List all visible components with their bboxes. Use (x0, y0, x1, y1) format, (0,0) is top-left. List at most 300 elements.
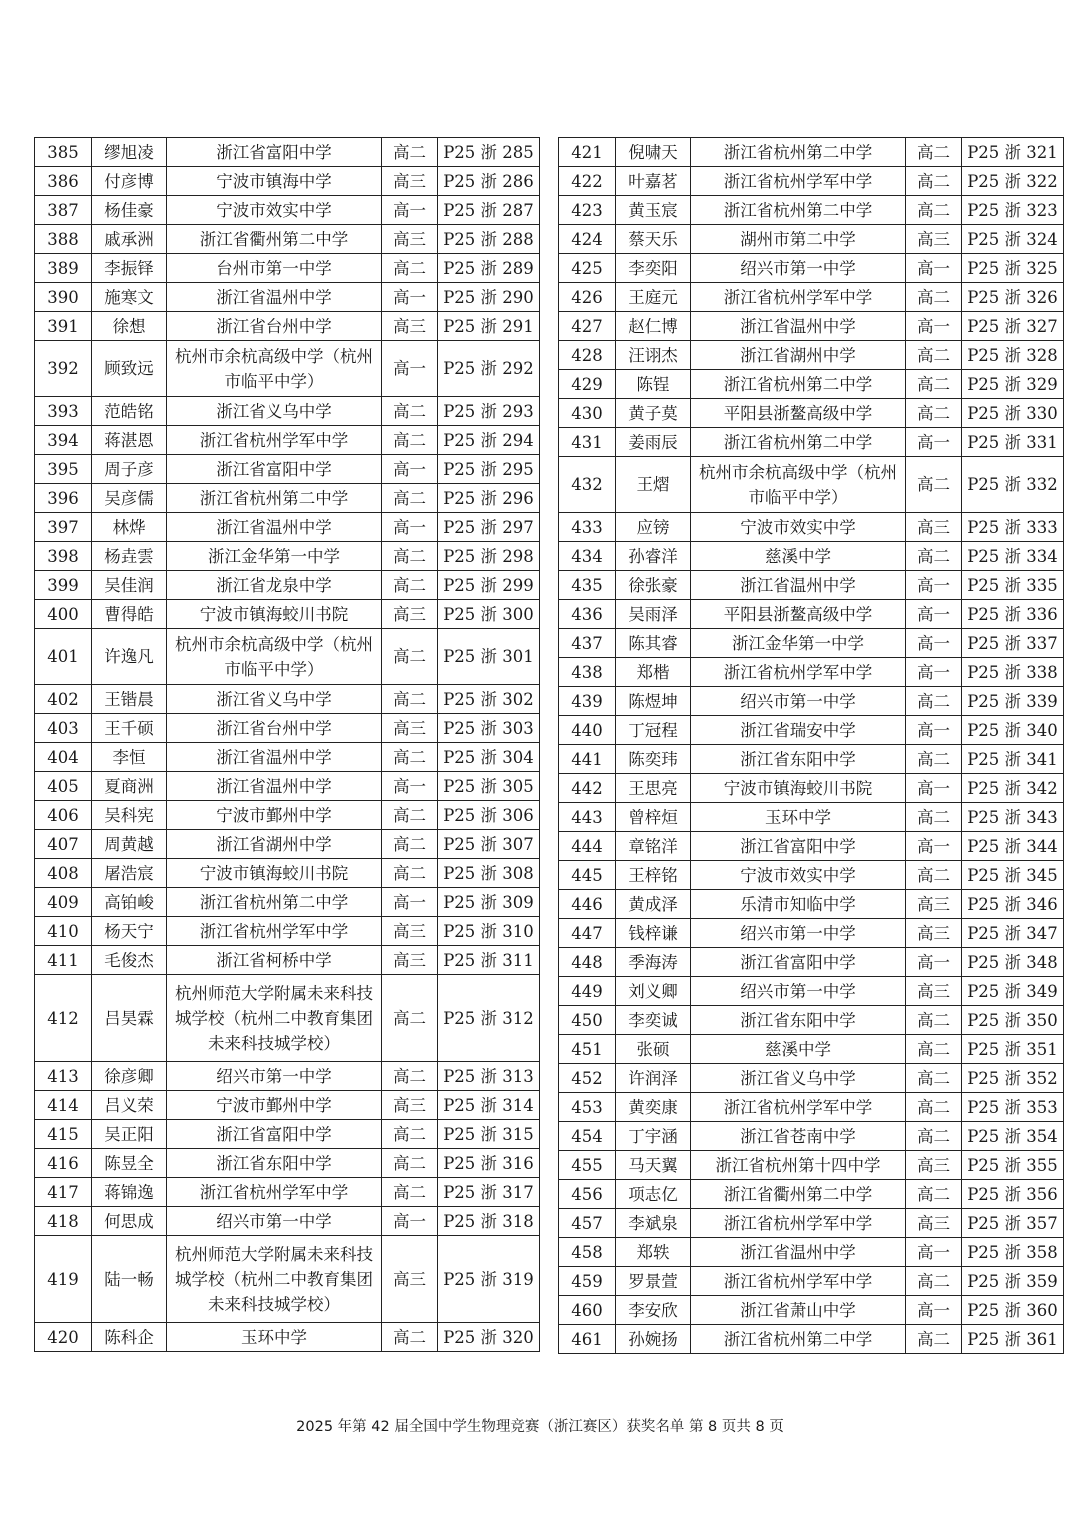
cell-name: 陈锃 (616, 370, 691, 399)
cell-code: P25 浙 359 (962, 1267, 1064, 1296)
cell-code: P25 浙 319 (438, 1236, 540, 1323)
cell-grade: 高三 (382, 946, 438, 975)
cell-code: P25 浙 301 (438, 629, 540, 685)
table-row (559, 687, 1064, 716)
cell-school: 杭州师范大学附属未来科技城学校（杭州二中教育集团未来科技城学校） (167, 1236, 382, 1323)
cell-no: 431 (559, 428, 616, 457)
cell-grade: 高一 (382, 888, 438, 917)
table-row (35, 888, 540, 917)
table-row (559, 1296, 1064, 1325)
cell-name: 王庭元 (616, 283, 691, 312)
cell-school: 慈溪中学 (691, 542, 906, 571)
awards-table-left (34, 137, 540, 1352)
cell-code: P25 浙 297 (438, 513, 540, 542)
cell-school: 浙江省富阳中学 (167, 1120, 382, 1149)
cell-name: 周子彦 (92, 455, 167, 484)
cell-name: 丁宇涵 (616, 1122, 691, 1151)
cell-grade: 高二 (906, 370, 962, 399)
cell-code: P25 浙 294 (438, 426, 540, 455)
cell-code: P25 浙 309 (438, 888, 540, 917)
table-row (559, 513, 1064, 542)
cell-code: P25 浙 288 (438, 225, 540, 254)
cell-school: 宁波市鄞州中学 (167, 801, 382, 830)
cell-name: 王千硕 (92, 714, 167, 743)
cell-no: 439 (559, 687, 616, 716)
table-row (559, 254, 1064, 283)
table-row (559, 629, 1064, 658)
cell-school: 浙江省温州中学 (691, 1238, 906, 1267)
cell-no: 424 (559, 225, 616, 254)
cell-grade: 高一 (906, 629, 962, 658)
cell-name: 姜雨辰 (616, 428, 691, 457)
cell-grade: 高二 (906, 542, 962, 571)
cell-name: 陈煜坤 (616, 687, 691, 716)
table-row (35, 167, 540, 196)
cell-grade: 高一 (382, 283, 438, 312)
cell-grade: 高一 (906, 571, 962, 600)
cell-code: P25 浙 354 (962, 1122, 1064, 1151)
cell-grade: 高二 (382, 426, 438, 455)
cell-no: 454 (559, 1122, 616, 1151)
table-row (559, 1267, 1064, 1296)
cell-school: 宁波市镇海中学 (167, 167, 382, 196)
cell-no: 453 (559, 1093, 616, 1122)
cell-name: 屠浩宸 (92, 859, 167, 888)
cell-grade: 高一 (906, 1296, 962, 1325)
table-row (559, 1209, 1064, 1238)
cell-name: 蒋湛恩 (92, 426, 167, 455)
table-row (559, 1325, 1064, 1354)
cell-code: P25 浙 317 (438, 1178, 540, 1207)
cell-name: 李奕诚 (616, 1006, 691, 1035)
cell-grade: 高三 (382, 312, 438, 341)
cell-code: P25 浙 353 (962, 1093, 1064, 1122)
cell-school: 绍兴市第一中学 (691, 687, 906, 716)
cell-grade: 高二 (382, 542, 438, 571)
table-row (559, 225, 1064, 254)
cell-code: P25 浙 308 (438, 859, 540, 888)
table-row (559, 803, 1064, 832)
cell-school: 宁波市效实中学 (691, 513, 906, 542)
cell-school: 浙江省富阳中学 (167, 138, 382, 167)
cell-name: 叶嘉茗 (616, 167, 691, 196)
cell-no: 429 (559, 370, 616, 399)
cell-grade: 高二 (382, 629, 438, 685)
table-row (35, 196, 540, 225)
cell-no: 438 (559, 658, 616, 687)
cell-school: 浙江省温州中学 (167, 772, 382, 801)
cell-name: 杨佳豪 (92, 196, 167, 225)
cell-grade: 高二 (906, 1180, 962, 1209)
cell-grade: 高二 (382, 1323, 438, 1352)
table-row (559, 1151, 1064, 1180)
cell-school: 宁波市镇海蛟川书院 (167, 600, 382, 629)
cell-no: 385 (35, 138, 92, 167)
cell-grade: 高一 (382, 513, 438, 542)
cell-no: 445 (559, 861, 616, 890)
cell-no: 422 (559, 167, 616, 196)
cell-grade: 高二 (906, 745, 962, 774)
cell-no: 401 (35, 629, 92, 685)
cell-school: 浙江省东阳中学 (691, 745, 906, 774)
cell-school: 杭州市余杭高级中学（杭州市临平中学） (167, 341, 382, 397)
cell-code: P25 浙 296 (438, 484, 540, 513)
cell-code: P25 浙 289 (438, 254, 540, 283)
cell-name: 黄成泽 (616, 890, 691, 919)
table-row (559, 1006, 1064, 1035)
cell-grade: 高三 (906, 1151, 962, 1180)
cell-no: 419 (35, 1236, 92, 1323)
cell-school: 浙江省杭州学军中学 (167, 426, 382, 455)
cell-name: 范皓铭 (92, 397, 167, 426)
cell-code: P25 浙 340 (962, 716, 1064, 745)
cell-grade: 高三 (906, 890, 962, 919)
cell-code: P25 浙 292 (438, 341, 540, 397)
cell-name: 李斌泉 (616, 1209, 691, 1238)
cell-no: 403 (35, 714, 92, 743)
cell-code: P25 浙 325 (962, 254, 1064, 283)
table-row (559, 1238, 1064, 1267)
cell-grade: 高二 (382, 571, 438, 600)
cell-grade: 高三 (382, 917, 438, 946)
cell-grade: 高三 (382, 167, 438, 196)
table-row (35, 859, 540, 888)
cell-no: 417 (35, 1178, 92, 1207)
cell-code: P25 浙 293 (438, 397, 540, 426)
cell-grade: 高二 (906, 1325, 962, 1354)
cell-code: P25 浙 357 (962, 1209, 1064, 1238)
table-row (559, 167, 1064, 196)
cell-code: P25 浙 311 (438, 946, 540, 975)
cell-school: 浙江省温州中学 (167, 283, 382, 312)
cell-code: P25 浙 360 (962, 1296, 1064, 1325)
cell-no: 387 (35, 196, 92, 225)
cell-school: 浙江省杭州第二中学 (691, 196, 906, 225)
cell-no: 452 (559, 1064, 616, 1093)
cell-name: 赵仁博 (616, 312, 691, 341)
cell-no: 432 (559, 457, 616, 513)
cell-no: 460 (559, 1296, 616, 1325)
cell-name: 丁冠程 (616, 716, 691, 745)
cell-grade: 高三 (906, 919, 962, 948)
cell-grade: 高二 (382, 859, 438, 888)
cell-name: 陆一畅 (92, 1236, 167, 1323)
cell-code: P25 浙 318 (438, 1207, 540, 1236)
table-row (559, 948, 1064, 977)
cell-no: 426 (559, 283, 616, 312)
cell-school: 台州市第一中学 (167, 254, 382, 283)
cell-school: 浙江省瑞安中学 (691, 716, 906, 745)
cell-school: 浙江省苍南中学 (691, 1122, 906, 1151)
cell-school: 浙江省衢州第二中学 (691, 1180, 906, 1209)
cell-grade: 高二 (382, 801, 438, 830)
cell-code: P25 浙 336 (962, 600, 1064, 629)
table-row (35, 830, 540, 859)
cell-no: 386 (35, 167, 92, 196)
cell-no: 447 (559, 919, 616, 948)
cell-no: 395 (35, 455, 92, 484)
table-row (559, 1035, 1064, 1064)
cell-grade: 高二 (382, 830, 438, 859)
cell-code: P25 浙 321 (962, 138, 1064, 167)
cell-no: 441 (559, 745, 616, 774)
cell-school: 宁波市镇海蛟川书院 (691, 774, 906, 803)
cell-no: 456 (559, 1180, 616, 1209)
cell-grade: 高三 (382, 225, 438, 254)
cell-school: 浙江省杭州学军中学 (691, 1209, 906, 1238)
cell-no: 427 (559, 312, 616, 341)
cell-name: 王熠 (616, 457, 691, 513)
cell-grade: 高一 (382, 772, 438, 801)
cell-school: 浙江省富阳中学 (691, 948, 906, 977)
table-row (559, 977, 1064, 1006)
cell-school: 玉环中学 (167, 1323, 382, 1352)
cell-code: P25 浙 338 (962, 658, 1064, 687)
cell-name: 黄子莫 (616, 399, 691, 428)
cell-name: 郑轶 (616, 1238, 691, 1267)
cell-name: 陈科企 (92, 1323, 167, 1352)
cell-grade: 高一 (906, 716, 962, 745)
cell-name: 吴佳润 (92, 571, 167, 600)
table-row (35, 283, 540, 312)
cell-name: 戚承洲 (92, 225, 167, 254)
cell-no: 430 (559, 399, 616, 428)
cell-grade: 高二 (906, 196, 962, 225)
cell-code: P25 浙 315 (438, 1120, 540, 1149)
cell-school: 浙江省温州中学 (691, 312, 906, 341)
cell-no: 434 (559, 542, 616, 571)
cell-no: 414 (35, 1091, 92, 1120)
cell-no: 410 (35, 917, 92, 946)
table-row (35, 1207, 540, 1236)
cell-name: 许润泽 (616, 1064, 691, 1093)
cell-no: 392 (35, 341, 92, 397)
cell-no: 444 (559, 832, 616, 861)
page-footer: 2025 年第 42 届全国中学生物理竞赛（浙江赛区）获奖名单 第 8 页共 8 页 (296, 1419, 784, 1435)
table-row (559, 919, 1064, 948)
cell-no: 461 (559, 1325, 616, 1354)
table-row (35, 975, 540, 1062)
cell-school: 绍兴市第一中学 (167, 1207, 382, 1236)
cell-grade: 高二 (906, 457, 962, 513)
cell-code: P25 浙 298 (438, 542, 540, 571)
cell-name: 钱梓谦 (616, 919, 691, 948)
cell-name: 高铂峻 (92, 888, 167, 917)
cell-name: 陈其睿 (616, 629, 691, 658)
cell-school: 浙江省义乌中学 (167, 685, 382, 714)
cell-no: 446 (559, 890, 616, 919)
cell-name: 陈昱全 (92, 1149, 167, 1178)
cell-school: 宁波市效实中学 (167, 196, 382, 225)
cell-no: 458 (559, 1238, 616, 1267)
cell-grade: 高一 (906, 312, 962, 341)
cell-no: 443 (559, 803, 616, 832)
cell-no: 399 (35, 571, 92, 600)
table-row (35, 542, 540, 571)
cell-name: 吕义荣 (92, 1091, 167, 1120)
table-row (35, 1178, 540, 1207)
cell-code: P25 浙 323 (962, 196, 1064, 225)
cell-name: 汪诩杰 (616, 341, 691, 370)
cell-grade: 高二 (382, 254, 438, 283)
cell-name: 罗景萱 (616, 1267, 691, 1296)
cell-no: 451 (559, 1035, 616, 1064)
cell-no: 420 (35, 1323, 92, 1352)
cell-school: 浙江省杭州第二中学 (691, 370, 906, 399)
table-row (35, 1120, 540, 1149)
cell-code: P25 浙 335 (962, 571, 1064, 600)
table-row (35, 138, 540, 167)
cell-code: P25 浙 333 (962, 513, 1064, 542)
cell-no: 436 (559, 600, 616, 629)
cell-school: 浙江省温州中学 (691, 571, 906, 600)
cell-no: 418 (35, 1207, 92, 1236)
cell-no: 448 (559, 948, 616, 977)
cell-name: 杨天宁 (92, 917, 167, 946)
cell-no: 391 (35, 312, 92, 341)
table-row (559, 1122, 1064, 1151)
cell-school: 浙江省杭州学军中学 (691, 1267, 906, 1296)
cell-no: 406 (35, 801, 92, 830)
cell-school: 宁波市镇海蛟川书院 (167, 859, 382, 888)
cell-code: P25 浙 295 (438, 455, 540, 484)
cell-name: 徐彦卿 (92, 1062, 167, 1091)
cell-school: 乐清市知临中学 (691, 890, 906, 919)
cell-name: 徐张豪 (616, 571, 691, 600)
table-row (35, 917, 540, 946)
cell-code: P25 浙 356 (962, 1180, 1064, 1209)
cell-school: 浙江省义乌中学 (167, 397, 382, 426)
table-row (35, 801, 540, 830)
cell-grade: 高二 (906, 1267, 962, 1296)
cell-school: 浙江省柯桥中学 (167, 946, 382, 975)
cell-grade: 高三 (382, 600, 438, 629)
cell-grade: 高一 (382, 455, 438, 484)
cell-code: P25 浙 287 (438, 196, 540, 225)
cell-no: 409 (35, 888, 92, 917)
cell-code: P25 浙 302 (438, 685, 540, 714)
cell-school: 浙江省杭州第二中学 (167, 888, 382, 917)
cell-school: 浙江省富阳中学 (691, 832, 906, 861)
cell-code: P25 浙 332 (962, 457, 1064, 513)
cell-name: 张硕 (616, 1035, 691, 1064)
cell-code: P25 浙 326 (962, 283, 1064, 312)
table-row (559, 138, 1064, 167)
awards-table-right (558, 137, 1064, 1354)
cell-grade: 高二 (906, 1035, 962, 1064)
table-row (559, 832, 1064, 861)
cell-no: 407 (35, 830, 92, 859)
cell-school: 浙江省杭州第二中学 (167, 484, 382, 513)
cell-grade: 高二 (382, 138, 438, 167)
cell-school: 玉环中学 (691, 803, 906, 832)
cell-school: 平阳县浙鳌高级中学 (691, 399, 906, 428)
table-row (559, 542, 1064, 571)
cell-grade: 高二 (382, 975, 438, 1062)
cell-school: 浙江省杭州第二中学 (691, 428, 906, 457)
cell-school: 浙江省温州中学 (167, 513, 382, 542)
cell-school: 浙江省杭州学军中学 (691, 1093, 906, 1122)
cell-school: 绍兴市第一中学 (167, 1062, 382, 1091)
cell-code: P25 浙 328 (962, 341, 1064, 370)
cell-code: P25 浙 345 (962, 861, 1064, 890)
cell-school: 浙江省杭州学军中学 (691, 167, 906, 196)
cell-code: P25 浙 307 (438, 830, 540, 859)
cell-name: 孙睿洋 (616, 542, 691, 571)
table-row (559, 600, 1064, 629)
cell-name: 郑楷 (616, 658, 691, 687)
cell-name: 吴正阳 (92, 1120, 167, 1149)
cell-school: 浙江省湖州中学 (167, 830, 382, 859)
cell-no: 411 (35, 946, 92, 975)
cell-school: 慈溪中学 (691, 1035, 906, 1064)
cell-name: 蔡天乐 (616, 225, 691, 254)
cell-code: P25 浙 305 (438, 772, 540, 801)
cell-grade: 高二 (906, 283, 962, 312)
cell-name: 李振铎 (92, 254, 167, 283)
cell-code: P25 浙 322 (962, 167, 1064, 196)
cell-name: 王思亮 (616, 774, 691, 803)
cell-name: 王锴晨 (92, 685, 167, 714)
cell-school: 浙江省杭州学军中学 (691, 283, 906, 312)
cell-code: P25 浙 291 (438, 312, 540, 341)
cell-name: 徐想 (92, 312, 167, 341)
cell-code: P25 浙 330 (962, 399, 1064, 428)
cell-school: 宁波市效实中学 (691, 861, 906, 890)
cell-code: P25 浙 320 (438, 1323, 540, 1352)
cell-code: P25 浙 299 (438, 571, 540, 600)
table-row (559, 1180, 1064, 1209)
cell-no: 428 (559, 341, 616, 370)
cell-grade: 高一 (382, 196, 438, 225)
cell-code: P25 浙 290 (438, 283, 540, 312)
table-row (35, 1323, 540, 1352)
cell-school: 浙江省台州中学 (167, 714, 382, 743)
cell-code: P25 浙 342 (962, 774, 1064, 803)
table-row (559, 428, 1064, 457)
cell-no: 457 (559, 1209, 616, 1238)
cell-grade: 高二 (382, 1120, 438, 1149)
cell-no: 408 (35, 859, 92, 888)
cell-school: 浙江省杭州学军中学 (167, 1178, 382, 1207)
cell-no: 423 (559, 196, 616, 225)
cell-school: 绍兴市第一中学 (691, 254, 906, 283)
cell-school: 杭州市余杭高级中学（杭州市临平中学） (167, 629, 382, 685)
cell-grade: 高三 (906, 225, 962, 254)
cell-school: 浙江省龙泉中学 (167, 571, 382, 600)
cell-code: P25 浙 344 (962, 832, 1064, 861)
cell-grade: 高一 (906, 254, 962, 283)
cell-code: P25 浙 355 (962, 1151, 1064, 1180)
cell-grade: 高一 (382, 1207, 438, 1236)
cell-grade: 高二 (382, 484, 438, 513)
cell-grade: 高二 (906, 167, 962, 196)
cell-no: 416 (35, 1149, 92, 1178)
table-row (35, 1091, 540, 1120)
cell-code: P25 浙 348 (962, 948, 1064, 977)
cell-name: 章铭洋 (616, 832, 691, 861)
cell-grade: 高三 (382, 1236, 438, 1323)
table-row (559, 1064, 1064, 1093)
cell-grade: 高三 (906, 977, 962, 1006)
table-row (35, 600, 540, 629)
cell-name: 吴雨泽 (616, 600, 691, 629)
cell-school: 湖州市第二中学 (691, 225, 906, 254)
cell-name: 吴彦儒 (92, 484, 167, 513)
cell-name: 缪旭凌 (92, 138, 167, 167)
table-row (35, 484, 540, 513)
cell-grade: 高一 (906, 774, 962, 803)
